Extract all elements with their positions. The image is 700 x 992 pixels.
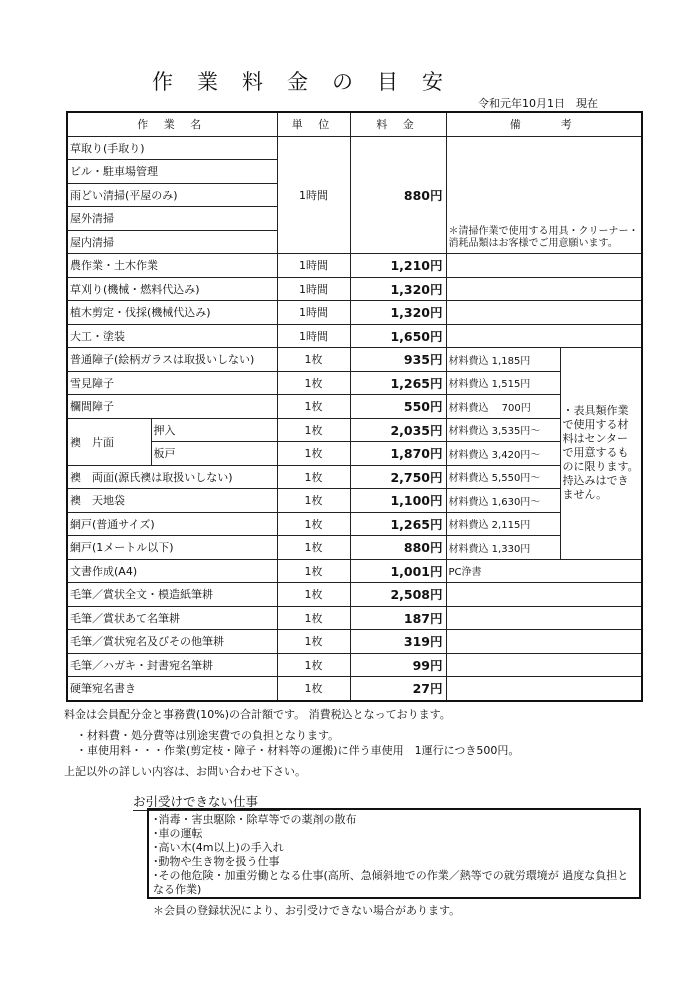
remark	[446, 653, 642, 677]
task-name: 押入	[151, 418, 277, 442]
unit: 1枚	[277, 395, 350, 419]
task-name: 屋内清掃	[67, 230, 277, 254]
table-row	[67, 630, 642, 654]
fee-notes	[64, 707, 519, 779]
unit: 1枚	[277, 630, 350, 654]
unit: 1枚	[277, 606, 350, 630]
table-header-row	[67, 112, 642, 136]
remark	[446, 254, 642, 278]
task-name: 普通障子(絵柄ガラスは取扱いしない)	[67, 348, 277, 372]
unit: 1時間	[277, 324, 350, 348]
task-name: ビル・駐車場管理	[67, 160, 277, 184]
header-name: 作 業 名	[67, 112, 277, 136]
task-name: 植木剪定・伐採(機械代込み)	[67, 301, 277, 325]
header-unit: 単 位	[277, 112, 350, 136]
fee-table	[66, 111, 643, 702]
unit: 1時間	[277, 254, 350, 278]
title-char: 金	[287, 70, 308, 94]
task-name: 毛筆／賞状あて名筆耕	[67, 606, 277, 630]
table-row	[67, 254, 642, 278]
fee: 1,210円	[350, 254, 446, 278]
fee: 319円	[350, 630, 446, 654]
title-char: 安	[422, 70, 443, 94]
not-accepted-item: ･高い木(4m以上)の手入れ	[153, 841, 284, 854]
not-accepted-box	[147, 808, 641, 899]
table-row	[67, 136, 642, 160]
table-row	[67, 371, 642, 395]
remark	[446, 583, 642, 607]
table-row	[67, 324, 642, 348]
fee: 1,001円	[350, 559, 446, 583]
task-name: 襖 両面(源氏襖は取扱いしない)	[67, 465, 277, 489]
fee: 2,508円	[350, 583, 446, 607]
not-accepted-footnote: ＊会員の登録状況により、お引受けできない場合があります。	[153, 904, 461, 917]
task-name: 雨どい清掃(平屋のみ)	[67, 183, 277, 207]
unit: 1時間	[277, 277, 350, 301]
fee: 27円	[350, 677, 446, 701]
fee: 2,750円	[350, 465, 446, 489]
task-name: 毛筆／ハガキ・封書宛名筆耕	[67, 653, 277, 677]
note-line: ・車使用料・・・作業(剪定枝・障子・材料等の運搬)に伴う車使用 1運行につき500円。	[76, 744, 520, 757]
fee: 1,320円	[350, 301, 446, 325]
unit: 1枚	[277, 418, 350, 442]
unit: 1枚	[277, 536, 350, 560]
task-name: 欄間障子	[67, 395, 277, 419]
fee: 2,035円	[350, 418, 446, 442]
table-row	[67, 301, 642, 325]
task-name: 板戸	[151, 442, 277, 466]
fee: 935円	[350, 348, 446, 372]
remark: 材料費込 2,115円	[446, 512, 560, 536]
remark: 材料費込 1,330円	[446, 536, 560, 560]
remark: 材料費込 3,420円～	[446, 442, 560, 466]
remark: PC浄書	[446, 559, 642, 583]
remark: 材料費込 700円	[446, 395, 560, 419]
table-row	[67, 442, 642, 466]
fee: 1,265円	[350, 371, 446, 395]
unit: 1枚	[277, 371, 350, 395]
unit: 1枚	[277, 465, 350, 489]
table-row	[67, 653, 642, 677]
not-accepted-item: ･消毒・害虫駆除・除草等での薬剤の散布	[153, 813, 357, 826]
not-accepted-item: ･その他危険・加重労働となる仕事(高所、急傾斜地での作業／熱等での就労環境が 過度な負担となる作業)	[153, 869, 629, 896]
fee: 99円	[350, 653, 446, 677]
unit: 1枚	[277, 653, 350, 677]
table-row	[67, 512, 642, 536]
cleaning-remark: ＊清掃作業で使用する用具・クリーナー・消耗品類はお客様でご用意願います。	[446, 136, 642, 254]
unit: 1枚	[277, 583, 350, 607]
header-fee: 料 金	[350, 112, 446, 136]
task-name: 毛筆／賞状宛名及びその他筆耕	[67, 630, 277, 654]
unit: 1枚	[277, 559, 350, 583]
task-name: 農作業・土木作業	[67, 254, 277, 278]
fee: 550円	[350, 395, 446, 419]
table-row	[67, 418, 642, 442]
page-title	[152, 66, 467, 96]
table-row	[67, 583, 642, 607]
table-row	[67, 465, 642, 489]
task-name: 雪見障子	[67, 371, 277, 395]
task-name: 網戸(1メートル以下)	[67, 536, 277, 560]
task-name: 屋外清掃	[67, 207, 277, 231]
table-row	[67, 677, 642, 701]
as-of-date: 令和元年10月1日 現在	[478, 97, 598, 110]
table-row	[67, 536, 642, 560]
remark: 材料費込 1,630円～	[446, 489, 560, 513]
task-name: 草刈り(機械・燃料代込み)	[67, 277, 277, 301]
not-accepted-item: ･車の運転	[153, 827, 203, 840]
fee: 187円	[350, 606, 446, 630]
unit: 1時間	[277, 301, 350, 325]
note-line: ・材料費・処分費等は別途実費での負担となります。	[76, 729, 340, 742]
unit: 1枚	[277, 512, 350, 536]
unit: 1枚	[277, 489, 350, 513]
remark: 材料費込 1,515円	[446, 371, 560, 395]
fee: 1,100円	[350, 489, 446, 513]
table-row	[67, 348, 642, 372]
fee: 880円	[350, 136, 446, 254]
title-char: の	[332, 70, 353, 94]
not-accepted-title: お引受けできない仕事	[133, 794, 259, 809]
remark: 材料費込 1,185円	[446, 348, 560, 372]
fee: 1,265円	[350, 512, 446, 536]
task-name: 草取り(手取り)	[67, 136, 277, 160]
task-name: 硬筆宛名書き	[67, 677, 277, 701]
note-line: 料金は会員配分金と事務費(10%)の合計額です。 消費税込となっております。	[64, 708, 451, 721]
remark	[446, 301, 642, 325]
note-line: 上記以外の詳しい内容は、お問い合わせ下さい。	[64, 765, 306, 778]
task-name: 文書作成(A4)	[67, 559, 277, 583]
header-remarks: 備 考	[446, 112, 642, 136]
table-row	[67, 395, 642, 419]
title-char: 業	[197, 70, 218, 94]
remark: 材料費込 3,535円～	[446, 418, 560, 442]
table-row	[67, 277, 642, 301]
unit: 1枚	[277, 677, 350, 701]
task-name: 毛筆／賞状全文・模造紙筆耕	[67, 583, 277, 607]
remark	[446, 277, 642, 301]
table-row	[67, 559, 642, 583]
remark	[446, 324, 642, 348]
not-accepted-item: ･動物や生き物を扱う仕事	[153, 855, 280, 868]
unit: 1枚	[277, 442, 350, 466]
task-name: 襖 天地袋	[67, 489, 277, 513]
remark	[446, 606, 642, 630]
remark	[446, 630, 642, 654]
table-row	[67, 606, 642, 630]
fee: 1,870円	[350, 442, 446, 466]
unit: 1時間	[277, 136, 350, 254]
title-char: 目	[377, 70, 398, 94]
table-row	[67, 489, 642, 513]
title-char: 料	[242, 70, 263, 94]
fee: 1,320円	[350, 277, 446, 301]
remark: 材料費込 5,550円～	[446, 465, 560, 489]
task-name: 大工・塗装	[67, 324, 277, 348]
unit: 1枚	[277, 348, 350, 372]
fixtures-side-note: ・表具類作業で使用する材料はセンターで用意するものに限ります。持込みはできません。	[560, 348, 642, 560]
fusuma-group-label: 襖 片面	[67, 418, 151, 465]
fee: 1,650円	[350, 324, 446, 348]
title-char: 作	[152, 70, 173, 94]
fee: 880円	[350, 536, 446, 560]
remark	[446, 677, 642, 701]
task-name: 網戸(普通サイズ)	[67, 512, 277, 536]
